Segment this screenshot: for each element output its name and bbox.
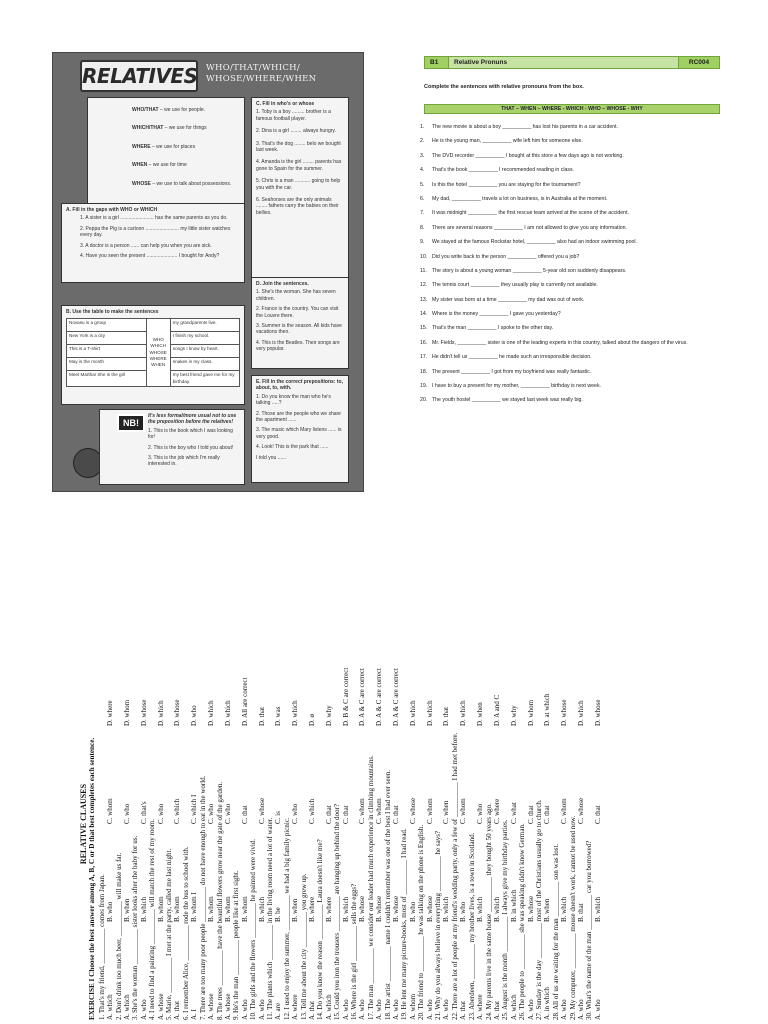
option-c: C. who [291,803,300,824]
option-b: B. which [341,896,350,922]
answer-options [510,628,518,1020]
definition-where: WHERE – we use for places [132,143,196,150]
question-text: 4. I need to find a painting __________ will match the rest of my room. [148,818,157,1020]
option-b: B. when [543,898,552,922]
answer-options [224,628,232,1020]
option-a: A. where [476,994,485,1020]
sentence-text: I have to buy a present for my mother, __________ birthday is next week. [432,383,601,390]
relatives-worksheet [52,52,364,492]
option-d: D. which [459,700,468,726]
option-b: B. which [560,896,569,922]
question-text: 10. The girls and the flowers __________ he painted were vivid. [249,838,258,1020]
option-b: B. where [307,896,316,922]
option-c: C. when [442,800,451,824]
question-text: 23. Aberdeen, __________ my brother lives, is a town in Scotland. [467,832,476,1020]
question-item [585,628,602,1020]
option-a: A. in which [543,987,552,1020]
option-b: B. be [274,907,283,922]
option-c: C. who [476,803,485,824]
question-item [485,628,502,1020]
option-a: A. who [425,999,434,1020]
sentence-text: My dad, __________ travels a lot on business, is in Australia at the moment. [432,195,608,202]
sentence-item [420,325,720,332]
sentence-text: There are several reasons __________ I am not allowed to give you any information. [432,224,627,231]
definition-who-that: WHO/THAT – we use for people. [132,107,205,113]
sentence-number: 14. [420,311,428,318]
option-b: B. who [408,901,417,922]
option-a: A. who [442,999,451,1020]
question-item [384,628,401,1020]
option-d: D. whom [123,699,132,726]
option-d: D. whose [560,699,569,726]
answer-options [375,628,383,1020]
question-item [367,628,384,1020]
question-item [552,628,569,1020]
option-b: B. whose [425,895,434,922]
question-list [98,628,602,1020]
option-d: D. at which [543,693,552,726]
level-label: B1 [425,57,449,68]
worksheet-subtitle: WHO/THAT/WHICH/ WHOSE/WHERE/WHEN [206,63,317,84]
option-b: B. which [476,896,485,922]
question-item [98,628,115,1020]
option-a: A. who [560,999,569,1020]
option-d: D. which [291,700,300,726]
question-item [451,628,468,1020]
question-text: 29. My computer, __________ mouse doesn't work, cannot be used now. [568,815,577,1020]
nb-badge: NB! [117,414,145,432]
option-b: B. whose [526,895,535,922]
option-d: D. B & C are correct [341,667,350,726]
sentence-item [420,282,720,289]
sentence-item [420,181,720,189]
option-d: D. A & C are correct [375,668,384,726]
answer-options [476,628,484,1020]
question-item [216,628,233,1020]
answer-options [459,628,467,1020]
option-b: B. in which [509,889,518,922]
question-item [400,628,417,1020]
sentence-text: My sister was born at a time __________ my dad was out of work. [432,296,585,303]
question-item [165,628,182,1020]
option-d: D. when [476,702,485,726]
relative-clauses-exercise [78,624,718,1024]
question-text: 9. He's the man __________ people like at first sight. [232,870,241,1020]
option-c: C. that's [139,801,148,824]
sentence-item [420,253,720,261]
question-text: 12. I used to enjoy the summer, __________ we had a big family picnic. [282,817,291,1020]
option-c: C. that [324,805,333,824]
question-text: 13. Tell me about the city __________ you grew up. [299,873,308,1020]
option-c: C. whom [459,798,468,824]
sentence-number: 18. [420,368,428,375]
option-a: A. who [392,999,401,1020]
answer-options [207,628,215,1020]
option-c: C. whose [576,797,585,824]
option-c: C. who [123,803,132,824]
sentence-number: 16. [420,339,428,346]
answer-options [358,628,366,1020]
question-text: 1. That's my friend, __________ comes from Japan. [97,874,106,1020]
question-text: 28. All of us are waiting for the man __________ son was lost. [551,843,560,1020]
option-d: D. why [509,705,518,726]
option-d: D. why [324,705,333,726]
option-c: C. which [307,798,316,824]
option-d: D. who [190,705,199,726]
sentence-item [420,195,720,203]
sentence-number: 20. [420,397,428,404]
question-text: 30. What's the name of the man __________ car you borrowed? [585,840,594,1020]
option-d: D. which [576,700,585,726]
sentence-text: Did you write back to the person __________ offered you a job? [432,253,580,260]
question-item [535,628,552,1020]
option-a: A. that [173,1000,182,1020]
sentence-item [420,267,720,275]
sentence-text: The DVD recorder __________ I bought at this store a few days ago is not working. [432,152,624,159]
option-a: A. whose [207,993,216,1020]
sentence-item [420,210,720,217]
option-c: C. who [223,803,232,824]
option-b: B. which [257,896,266,922]
sentence-item [420,167,720,174]
sentence-item [420,239,720,246]
section-b-panel: B. Use the table to make the sentences Novasu is a group WHO WHICH WHOSE WHERE WHEN my grandparents live. New York is a city I finish my school. This is a T-shirt songs I know by heart. May is the month snakes in my class. Meet Martha! She is the girl my best friend gave me for my birthday. [61,305,245,405]
sentence-item [420,354,720,361]
sentence-text: The youth hostel __________ we stayed last week was really big. [432,397,583,404]
answer-options [325,628,333,1020]
sentence-number: 1. [420,124,425,130]
sentence-number: 4. [420,167,425,174]
instruction-text: Complete the sentences with relative pronouns from the box. [424,84,584,90]
option-b: B. whom [173,896,182,922]
option-a: A. where [291,994,300,1020]
sentence-text: The tennis court __________ they usually play is currently not available. [432,282,598,289]
answer-options [173,628,181,1020]
answer-options [190,628,198,1020]
option-a: A. who [526,999,535,1020]
option-c: C. that [240,805,249,824]
sentence-number: 10. [420,253,428,260]
option-a: A. which [509,994,518,1020]
option-a: A. who [257,999,266,1020]
question-item [300,628,317,1020]
option-d: D. where [106,700,115,726]
option-c: C. where [492,798,501,824]
sentence-text: Mr. Fields, __________ sister is one of the leading experts in this country, talked about the dangers of the virus. [432,339,688,346]
question-item [115,628,132,1020]
sentence-text: He is the young man, __________ wife left him for someone else. [432,138,583,145]
option-d: D. A and C [492,694,501,726]
option-b: B. that [576,903,585,922]
sentence-text: Where is the money __________ I gave you yesterday? [432,311,561,318]
answer-options [241,628,249,1020]
option-b: B. which [593,896,602,922]
question-text: 17. The man __________ we consider our leader had much experience in climbing mountains. [366,755,375,1020]
sentence-item [420,368,720,376]
section-e-panel: E. Fill in the correct prepositions: to, about, to, with. 1. Do you know the man who he's talking .....? 2. Those are the people who we share the apartment ...... 3. The music which Mary listens ...... is very good. 4. Look! This is the park that ...... I told you ...... [251,375,349,483]
option-c: C. that [526,805,535,824]
sentence-text: We stayed at the famous Rockstar hotel, __________ also had an indoor swimming pool. [432,239,637,246]
question-text: 3. She's the woman __________ sister looks after the baby for us. [131,835,140,1020]
answer-options [493,628,501,1020]
question-item [249,628,266,1020]
option-c: C. that [392,805,401,824]
definition-when: WHEN – we use for time [132,162,187,169]
option-a: A. I [190,1009,199,1020]
question-text: 19. He lent me many picture-books, most of __________ I had read. [400,828,409,1020]
option-b: B. whom [207,896,216,922]
option-d: D. which [207,700,216,726]
section-a-panel: A. Fill in the gaps with WHO or WHICH 1. A sister is a girl ........................ has the same parents as you do. 2. Peppa the Pig is a cartoon ........................ my little sister watches every day. 3. A doctor is a person ...... can help you when you are sick. 4. Have you seen the present ...................... I bought for Andy? [61,203,245,283]
option-c: C. whose [257,797,266,824]
worksheet-title: RELATIVES [80,60,198,92]
sentence-number: 8. [420,224,425,231]
sentence-text: That's the book __________ I recommended reading in class. [432,167,575,174]
option-c: C. whom [425,798,434,824]
option-c: C. what [509,802,518,824]
option-b: B. where [324,896,333,922]
answer-options [157,628,165,1020]
option-a: A. which [123,994,132,1020]
option-b: B. which [139,896,148,922]
option-a: A. who [139,999,148,1020]
option-b: B. who [106,901,115,922]
question-text: 26. The people to __________ she was speaking didn't know German. [518,823,527,1020]
option-a: A. whom [408,993,417,1020]
option-b: B. whose [392,895,401,922]
sentence-list [420,124,720,404]
sentence-item [420,138,720,145]
option-b: B. whom I [190,892,199,922]
sentence-number: 15. [420,325,428,332]
sentence-number: 19. [420,383,428,390]
question-item [501,628,518,1020]
answer-options [409,628,417,1020]
option-b: B. whose [358,895,367,922]
option-b: B. which [442,896,451,922]
worksheet-code: RC004 [679,57,719,68]
question-text: 21. Why do you always believe in everything __________ he says? [434,830,443,1020]
question-item [131,628,148,1020]
option-a: A. who [240,999,249,1020]
option-d: D. which [223,700,232,726]
sentence-text: Is this the hotel __________ you are staying for the tournament? [432,181,581,188]
sentence-number: 9. [420,239,425,246]
sentence-number: 7. [420,210,425,217]
option-b: B. which [492,896,501,922]
option-c: C. that [341,805,350,824]
option-c: C. who [156,803,165,824]
sentence-item [420,296,720,304]
option-d: D. whose [593,699,602,726]
sentence-number: 2. [420,138,425,145]
question-text: 2. Don't drink too much beer, __________ will make us fat. [114,852,123,1020]
answer-options [543,628,551,1020]
question-item [199,628,216,1020]
pronoun-box: THAT – WHEN – WHERE - WHICH - WHO – WHOSE - WHY [424,104,720,114]
option-c: C. whom [106,798,115,824]
question-item [468,628,485,1020]
answer-options [426,628,434,1020]
option-a: A. who [375,999,384,1020]
option-b: B. whom [156,896,165,922]
answer-options [106,628,114,1020]
option-c: C. is [274,811,283,824]
option-a: A. who [593,999,602,1020]
sentence-item [420,339,720,347]
sentence-number: 17. [420,354,428,361]
question-text: 27. Sunday is the day __________ most of the Christians usually go to church. [534,799,543,1020]
option-a: A. that [492,1000,501,1020]
question-text: 24. My parents live in the same house __________ they bought 50 years ago. [484,803,493,1020]
answer-options [308,628,316,1020]
option-b: B. when [291,898,300,922]
answer-options [392,628,400,1020]
option-c: C. whom [358,798,367,824]
answer-options [527,628,535,1020]
section-c-panel: C. Fill in who's or whose 1. Toby is a boy ......... brother is a famous football player. 2. Dina is a girl ........ always hungry. 3. That's the dog ........ belo we bought last week. 4. Amanda is the girl ........ parents has gone to Spain for the summer. 5. Chris is a man ........... going to help you with the car. 6. Seahorses are the only animals ........ fathers carry the babies on their bellies. [251,97,349,299]
sentence-number: 6. [420,195,425,202]
sentence-number: 11. [420,267,427,274]
question-text: 18. The artist __________ name I couldn't remember was one of the best I had ever seen. [383,770,392,1020]
answer-options [560,628,568,1020]
sentence-item [420,124,720,131]
option-d: D. whom [526,699,535,726]
question-text: 6. I remember Alice, __________ rode the bus to school with. [181,846,190,1020]
question-item [232,628,249,1020]
option-d: D. whose [173,699,182,726]
question-text: 7. There are too many poor people __________ do not have enough to eat in the world. [198,775,207,1020]
answer-options [274,628,282,1020]
exercise-instruction: EXERCISE I Choose the best answer among A, B, C or D that best completes each sentence. [88,737,97,1020]
question-item [316,628,333,1020]
relative-pronouns-worksheet [420,56,720,456]
worksheet-header [424,56,720,69]
question-item [333,628,350,1020]
sentence-item [420,397,720,404]
sentence-text: The story is about a young woman __________ 5-year old son suddenly disappears. [432,267,627,274]
option-d: D. A & C are correct [392,668,401,726]
option-a: A. whose [156,993,165,1020]
sentence-text: The new movie is about a boy __________ has lost his parents in a car accident. [432,124,619,130]
option-b: B. when [123,898,132,922]
answer-options [342,628,350,1020]
sentence-table: Novasu is a group WHO WHICH WHOSE WHERE WHEN my grandparents live. New York is a city I finish my school. This is a T-shirt songs I know by heart. May is the month snakes in my class. Meet Martha! She is the girl my best friend gave me for my birthday. [66,318,240,387]
question-text: 15. Could you iron the trousers __________ are hanging up behind the door? [333,804,342,1020]
option-d: D. ø [307,713,316,726]
worksheet-title: Relative Pronuns [449,57,679,68]
sentence-item [420,224,720,232]
option-c: C. whom [560,798,569,824]
option-d: D. which [408,700,417,726]
option-c: C. that [543,805,552,824]
definition-whose: WHOSE – we use to talk about possessions. [132,180,232,187]
question-item [266,628,283,1020]
option-a: A. which [106,994,115,1020]
option-c: C. who [207,803,216,824]
question-item [434,628,451,1020]
question-text: 16. Where is the girl __________ sells the eggs? [350,883,358,1020]
option-c: C. which [173,798,182,824]
question-item [518,628,535,1020]
question-item [569,628,586,1020]
sentence-item [420,152,720,160]
option-b: B. whom [223,896,232,922]
option-c: C. whose [408,797,417,824]
option-c: C. which I [190,794,199,824]
option-d: D. whose [139,699,148,726]
sentence-text: It was midnight __________ the first rescue team arrived at the scene of the accident. [432,210,629,217]
sentence-number: 5. [420,181,425,188]
option-b: B. who [459,901,468,922]
answer-options [258,628,266,1020]
sentence-number: 13. [420,296,428,303]
option-a: A. whose [223,993,232,1020]
definition-which-that: WHICH/THAT – we use for things [132,125,207,132]
question-text: 25. August is the month __________ I always give my birthday parties. [501,819,510,1020]
question-text: 5. Marie, __________ I met at the party, called me last night. [165,848,174,1020]
question-text: 20. The friend to __________ he was talking on the phone is English. [417,824,426,1020]
sentence-number: 3. [420,152,425,159]
option-b: B. whose [375,895,384,922]
question-text: 8. The trees __________ have the beautiful flowers grow near the gate of the garden. [215,781,224,1020]
sentence-text: The present __________ I got from my boyfriend was really fantastic. [432,368,592,375]
option-b: B. whom [240,896,249,922]
option-a: A. who [341,999,350,1020]
exercise-title: RELATIVE CLAUSES [79,783,88,865]
nb-panel: It's less formal/more usual not to use the preposition before the relatives! 1. This is the book which I was looking for! 2. This is the boy who I told you about! 3. This is the job which I'm really interested in. [99,409,245,485]
sentence-text: He didn't tell us __________ he made such an irresponsible decision. [432,354,592,361]
question-item [417,628,434,1020]
question-text: 22. There are a lot of people at my friend's wedding party, only a few of __________ I had met before. [450,732,459,1020]
option-c: C. that [593,805,602,824]
answer-options [594,628,602,1020]
option-d: D. which [156,700,165,726]
sentence-item [420,311,720,318]
question-text: 11. The plants which __________ in the living room need a lot of water. [265,817,274,1020]
answer-options [442,628,450,1020]
option-d: D. was [274,706,283,726]
option-c: C. whom [375,798,384,824]
question-item [182,628,199,1020]
option-a: A. that [459,1000,468,1020]
option-d: D. A & C are correct [358,668,367,726]
question-item [283,628,300,1020]
option-d: D. which [425,700,434,726]
sentence-item [420,383,720,390]
answer-options [140,628,148,1020]
answer-options [291,628,299,1020]
section-d-panel: D. Join the sentences. 1. She's the woman. She has seven children. 2. France is the country. You can visit the Louvre there. 3. Summer is the season. All kids have vacations then. 4. This is the Beatles. Their songs are very popular. [251,277,349,369]
answer-options [123,628,131,1020]
sentence-number: 12. [420,282,428,289]
answer-options [577,628,585,1020]
question-text: 14. Do you know the reason __________ Laura doesn't like me? [316,839,325,1020]
option-a: A. are [274,1002,283,1020]
option-a: A. that [307,1000,316,1020]
option-a: A. who [358,999,367,1020]
option-a: A. which [324,994,333,1020]
question-item [148,628,165,1020]
option-d: D. that [257,706,266,726]
option-a: A. who [576,999,585,1020]
question-item [350,628,367,1020]
sentence-text: That's the man __________ I spoke to the other day. [432,325,554,332]
option-d: D. All are correct [240,677,249,726]
option-d: D. that [442,706,451,726]
